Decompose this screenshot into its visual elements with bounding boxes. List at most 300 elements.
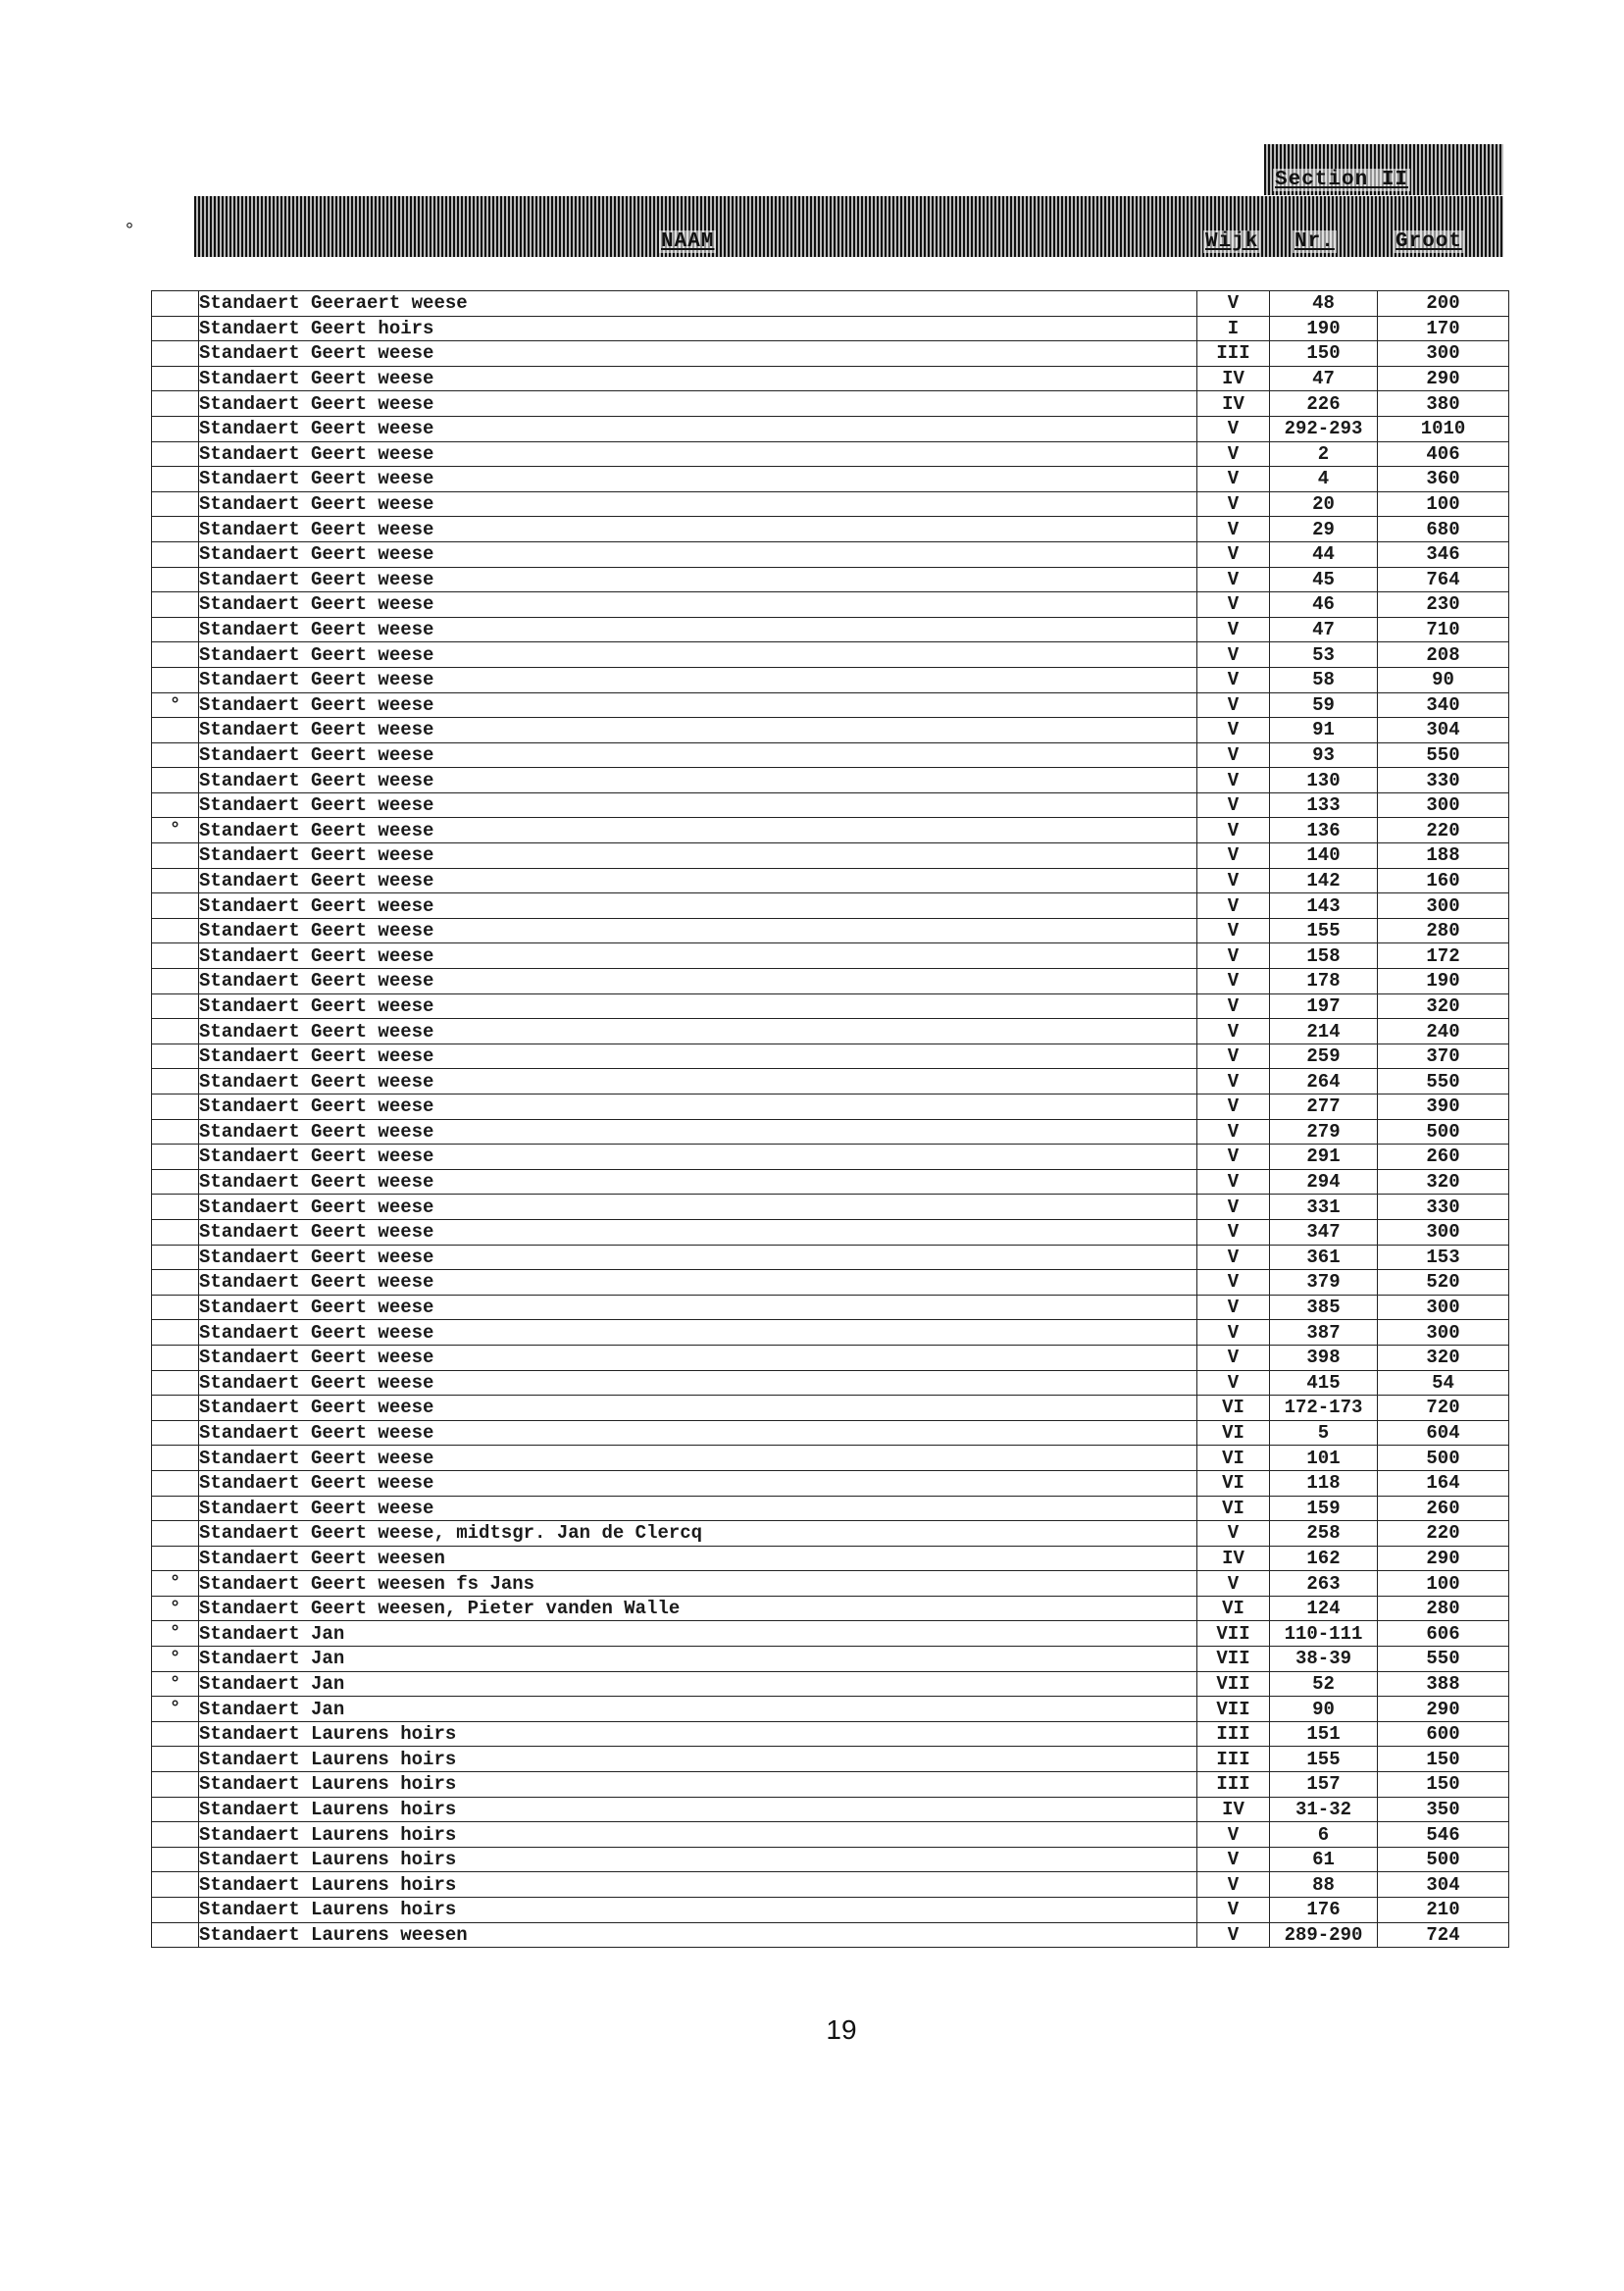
cell-wijk: V xyxy=(1197,993,1270,1019)
cell-wijk: V xyxy=(1197,1320,1270,1346)
cell-wijk: III xyxy=(1197,341,1270,367)
cell-naam: Standaert Laurens hoirs xyxy=(199,1872,1197,1898)
cell-groot: 200 xyxy=(1378,291,1509,317)
cell-mark: ° xyxy=(152,692,199,718)
cell-groot: 406 xyxy=(1378,441,1509,467)
cell-naam: Standaert Geert hoirs xyxy=(199,316,1197,341)
cell-nr: 258 xyxy=(1270,1521,1378,1547)
cell-nr: 150 xyxy=(1270,341,1378,367)
cell-groot: 280 xyxy=(1378,1596,1509,1621)
table-row xyxy=(152,1320,1509,1346)
cell-groot: 710 xyxy=(1378,617,1509,642)
table-row xyxy=(152,366,1509,391)
cell-wijk: V xyxy=(1197,768,1270,793)
cell-naam: Standaert Geert weese xyxy=(199,843,1197,869)
cell-naam: Standaert Geert weesen fs Jans xyxy=(199,1571,1197,1597)
table-row xyxy=(152,1095,1509,1120)
cell-groot: 54 xyxy=(1378,1370,1509,1396)
column-header-wijk: Wijk xyxy=(1205,230,1259,253)
cell-mark: ° xyxy=(152,1671,199,1697)
cell-nr: 29 xyxy=(1270,517,1378,542)
cell-wijk: V xyxy=(1197,1521,1270,1547)
table-row xyxy=(152,1245,1509,1270)
cell-naam: Standaert Geert weese xyxy=(199,768,1197,793)
cell-naam: Standaert Geert weese xyxy=(199,1270,1197,1296)
table-row xyxy=(152,1797,1509,1822)
cell-nr: 178 xyxy=(1270,969,1378,994)
cell-groot: 300 xyxy=(1378,1320,1509,1346)
cell-mark xyxy=(152,1396,199,1421)
cell-groot: 150 xyxy=(1378,1772,1509,1798)
table-row xyxy=(152,692,1509,718)
cell-nr: 46 xyxy=(1270,592,1378,618)
cell-nr: 347 xyxy=(1270,1219,1378,1245)
cell-groot: 220 xyxy=(1378,1521,1509,1547)
table-row xyxy=(152,1345,1509,1370)
cell-nr: 277 xyxy=(1270,1095,1378,1120)
table-row xyxy=(152,1546,1509,1571)
cell-nr: 292-293 xyxy=(1270,416,1378,441)
header-margin-mark: ° xyxy=(126,220,133,241)
cell-mark xyxy=(152,341,199,367)
cell-groot: 290 xyxy=(1378,1697,1509,1722)
cell-mark xyxy=(152,1370,199,1396)
cell-mark xyxy=(152,517,199,542)
cell-wijk: IV xyxy=(1197,1546,1270,1571)
cell-wijk: V xyxy=(1197,667,1270,692)
cell-groot: 300 xyxy=(1378,1219,1509,1245)
cell-mark xyxy=(152,1420,199,1446)
cell-wijk: V xyxy=(1197,1119,1270,1145)
cell-naam: Standaert Geert weese xyxy=(199,592,1197,618)
cell-groot: 546 xyxy=(1378,1822,1509,1848)
cell-naam: Standaert Geert weese xyxy=(199,818,1197,843)
table-row xyxy=(152,467,1509,492)
cell-naam: Standaert Geert weese xyxy=(199,1345,1197,1370)
cell-naam: Standaert Geert weese xyxy=(199,742,1197,768)
cell-nr: 31-32 xyxy=(1270,1797,1378,1822)
cell-wijk: V xyxy=(1197,918,1270,943)
cell-nr: 118 xyxy=(1270,1470,1378,1496)
cell-wijk: V xyxy=(1197,792,1270,818)
cell-wijk: III xyxy=(1197,1747,1270,1772)
cell-naam: Standaert Geert weese xyxy=(199,642,1197,668)
cell-naam: Standaert Geert weese xyxy=(199,416,1197,441)
table-row xyxy=(152,943,1509,969)
cell-wijk: V xyxy=(1197,1872,1270,1898)
cell-naam: Standaert Geert weese xyxy=(199,1195,1197,1220)
cell-wijk: V xyxy=(1197,692,1270,718)
page-number: 19 xyxy=(826,2014,857,2045)
cell-groot: 304 xyxy=(1378,718,1509,743)
table-row xyxy=(152,818,1509,843)
cell-wijk: V xyxy=(1197,517,1270,542)
cell-groot: 550 xyxy=(1378,1647,1509,1672)
cell-naam: Standaert Geert weese xyxy=(199,1219,1197,1245)
cell-nr: 294 xyxy=(1270,1169,1378,1195)
cell-nr: 90 xyxy=(1270,1697,1378,1722)
table-row xyxy=(152,1145,1509,1170)
cell-wijk: VII xyxy=(1197,1697,1270,1722)
table-row xyxy=(152,1621,1509,1647)
cell-mark xyxy=(152,391,199,417)
cell-wijk: V xyxy=(1197,742,1270,768)
cell-groot: 280 xyxy=(1378,918,1509,943)
cell-nr: 259 xyxy=(1270,1044,1378,1069)
cell-mark xyxy=(152,1747,199,1772)
cell-groot: 290 xyxy=(1378,366,1509,391)
cell-mark xyxy=(152,893,199,919)
cell-groot: 380 xyxy=(1378,391,1509,417)
cell-naam: Standaert Geert weese xyxy=(199,341,1197,367)
table-row xyxy=(152,1721,1509,1747)
cell-wijk: VII xyxy=(1197,1621,1270,1647)
cell-mark xyxy=(152,1069,199,1095)
cell-wijk: IV xyxy=(1197,391,1270,417)
table-row xyxy=(152,1069,1509,1095)
cell-groot: 346 xyxy=(1378,541,1509,567)
cell-naam: Standaert Geert weese xyxy=(199,1019,1197,1044)
cell-naam: Standaert Geert weese xyxy=(199,1446,1197,1471)
cell-wijk: V xyxy=(1197,617,1270,642)
cell-mark xyxy=(152,943,199,969)
table-row xyxy=(152,893,1509,919)
cell-wijk: III xyxy=(1197,1772,1270,1798)
cell-mark xyxy=(152,918,199,943)
cell-nr: 4 xyxy=(1270,467,1378,492)
cell-wijk: V xyxy=(1197,416,1270,441)
cell-naam: Standaert Geert weese xyxy=(199,1044,1197,1069)
cell-mark: ° xyxy=(152,1596,199,1621)
cell-wijk: V xyxy=(1197,1571,1270,1597)
cell-groot: 260 xyxy=(1378,1496,1509,1521)
cell-nr: 172-173 xyxy=(1270,1396,1378,1421)
cell-nr: 59 xyxy=(1270,692,1378,718)
cell-mark xyxy=(152,491,199,517)
cell-nr: 155 xyxy=(1270,918,1378,943)
cell-naam: Standaert Geert weesen, Pieter vanden Walle xyxy=(199,1596,1197,1621)
cell-groot: 153 xyxy=(1378,1245,1509,1270)
cell-nr: 289-290 xyxy=(1270,1922,1378,1948)
cell-nr: 140 xyxy=(1270,843,1378,869)
cell-wijk: I xyxy=(1197,316,1270,341)
cell-nr: 197 xyxy=(1270,993,1378,1019)
table-row xyxy=(152,1270,1509,1296)
table-row xyxy=(152,1521,1509,1547)
cell-naam: Standaert Laurens hoirs xyxy=(199,1747,1197,1772)
cell-nr: 331 xyxy=(1270,1195,1378,1220)
cell-naam: Standaert Geeraert weese xyxy=(199,291,1197,317)
cell-wijk: V xyxy=(1197,1370,1270,1396)
cell-wijk: V xyxy=(1197,1195,1270,1220)
table-row xyxy=(152,742,1509,768)
table-row xyxy=(152,667,1509,692)
cell-naam: Standaert Geert weese xyxy=(199,1420,1197,1446)
cell-wijk: VI xyxy=(1197,1596,1270,1621)
cell-groot: 260 xyxy=(1378,1145,1509,1170)
table-row xyxy=(152,1822,1509,1848)
cell-mark xyxy=(152,768,199,793)
cell-naam: Standaert Geert weese xyxy=(199,893,1197,919)
cell-wijk: V xyxy=(1197,943,1270,969)
cell-wijk: V xyxy=(1197,1270,1270,1296)
cell-groot: 350 xyxy=(1378,1797,1509,1822)
cell-wijk: VI xyxy=(1197,1446,1270,1471)
cell-mark xyxy=(152,441,199,467)
table-row xyxy=(152,843,1509,869)
cell-mark xyxy=(152,467,199,492)
cell-mark xyxy=(152,1095,199,1120)
cell-naam: Standaert Geert weese xyxy=(199,1370,1197,1396)
cell-groot: 370 xyxy=(1378,1044,1509,1069)
table-row xyxy=(152,1420,1509,1446)
cell-naam: Standaert Laurens hoirs xyxy=(199,1898,1197,1923)
cell-naam: Standaert Geert weese xyxy=(199,868,1197,893)
cell-groot: 390 xyxy=(1378,1095,1509,1120)
table-row xyxy=(152,1219,1509,1245)
cell-groot: 300 xyxy=(1378,341,1509,367)
table-row xyxy=(152,1847,1509,1872)
cell-nr: 93 xyxy=(1270,742,1378,768)
cell-groot: 500 xyxy=(1378,1847,1509,1872)
cell-mark xyxy=(152,1195,199,1220)
cell-naam: Standaert Geert weese xyxy=(199,1470,1197,1496)
cell-groot: 90 xyxy=(1378,667,1509,692)
cell-mark xyxy=(152,1922,199,1948)
cell-mark xyxy=(152,541,199,567)
cell-groot: 360 xyxy=(1378,467,1509,492)
cell-nr: 226 xyxy=(1270,391,1378,417)
table-row xyxy=(152,1671,1509,1697)
cell-mark xyxy=(152,667,199,692)
cell-nr: 136 xyxy=(1270,818,1378,843)
cell-nr: 47 xyxy=(1270,617,1378,642)
table-row xyxy=(152,441,1509,467)
cell-naam: Standaert Geert weese xyxy=(199,1169,1197,1195)
cell-nr: 88 xyxy=(1270,1872,1378,1898)
table-row xyxy=(152,1295,1509,1320)
cell-naam: Standaert Jan xyxy=(199,1697,1197,1722)
cell-mark xyxy=(152,843,199,869)
cell-mark xyxy=(152,1822,199,1848)
cell-naam: Standaert Geert weese xyxy=(199,1119,1197,1145)
cell-nr: 5 xyxy=(1270,1420,1378,1446)
cell-mark xyxy=(152,592,199,618)
cell-naam: Standaert Jan xyxy=(199,1647,1197,1672)
cell-mark xyxy=(152,1470,199,1496)
cell-naam: Standaert Jan xyxy=(199,1671,1197,1697)
cell-groot: 340 xyxy=(1378,692,1509,718)
cell-mark xyxy=(152,1295,199,1320)
cell-wijk: V xyxy=(1197,1847,1270,1872)
cell-naam: Standaert Geert weese xyxy=(199,617,1197,642)
cell-naam: Standaert Laurens hoirs xyxy=(199,1772,1197,1798)
cell-naam: Standaert Laurens hoirs xyxy=(199,1822,1197,1848)
cell-naam: Standaert Laurens hoirs xyxy=(199,1721,1197,1747)
cell-wijk: V xyxy=(1197,1019,1270,1044)
cell-wijk: V xyxy=(1197,1095,1270,1120)
cell-mark xyxy=(152,416,199,441)
cell-groot: 164 xyxy=(1378,1470,1509,1496)
cell-wijk: V xyxy=(1197,1922,1270,1948)
table-row xyxy=(152,567,1509,592)
cell-mark: ° xyxy=(152,1697,199,1722)
cell-nr: 130 xyxy=(1270,768,1378,793)
cell-wijk: V xyxy=(1197,1245,1270,1270)
table-row xyxy=(152,1596,1509,1621)
cell-groot: 520 xyxy=(1378,1270,1509,1296)
cell-nr: 264 xyxy=(1270,1069,1378,1095)
cell-mark xyxy=(152,718,199,743)
table-row xyxy=(152,1169,1509,1195)
cell-mark: ° xyxy=(152,1571,199,1597)
cell-wijk: V xyxy=(1197,718,1270,743)
cell-nr: 176 xyxy=(1270,1898,1378,1923)
table-row xyxy=(152,1396,1509,1421)
cell-naam: Standaert Geert weese xyxy=(199,517,1197,542)
cell-groot: 320 xyxy=(1378,993,1509,1019)
cell-mark xyxy=(152,993,199,1019)
cell-mark: ° xyxy=(152,1621,199,1647)
cell-naam: Standaert Geert weesen xyxy=(199,1546,1197,1571)
cell-mark xyxy=(152,1496,199,1521)
cell-wijk: V xyxy=(1197,541,1270,567)
cell-naam: Standaert Geert weese xyxy=(199,567,1197,592)
cell-nr: 110-111 xyxy=(1270,1621,1378,1647)
cell-groot: 150 xyxy=(1378,1747,1509,1772)
cell-nr: 162 xyxy=(1270,1546,1378,1571)
cell-naam: Standaert Geert weese xyxy=(199,1245,1197,1270)
cell-mark xyxy=(152,1044,199,1069)
cell-mark xyxy=(152,742,199,768)
cell-groot: 604 xyxy=(1378,1420,1509,1446)
cell-nr: 2 xyxy=(1270,441,1378,467)
cell-groot: 170 xyxy=(1378,316,1509,341)
cell-nr: 158 xyxy=(1270,943,1378,969)
cell-nr: 142 xyxy=(1270,868,1378,893)
cell-wijk: V xyxy=(1197,1219,1270,1245)
cell-wijk: V xyxy=(1197,818,1270,843)
cell-wijk: V xyxy=(1197,1345,1270,1370)
cell-wijk: VII xyxy=(1197,1671,1270,1697)
cell-groot: 160 xyxy=(1378,868,1509,893)
cell-nr: 6 xyxy=(1270,1822,1378,1848)
cell-naam: Standaert Geert weese xyxy=(199,918,1197,943)
cell-wijk: V xyxy=(1197,1295,1270,1320)
cell-wijk: VI xyxy=(1197,1496,1270,1521)
cell-naam: Standaert Geert weese xyxy=(199,1145,1197,1170)
table-row xyxy=(152,1922,1509,1948)
table-row xyxy=(152,1772,1509,1798)
cell-groot: 100 xyxy=(1378,491,1509,517)
cell-naam: Standaert Geert weese xyxy=(199,366,1197,391)
register-table xyxy=(151,290,1509,1948)
cell-nr: 190 xyxy=(1270,316,1378,341)
table-row xyxy=(152,617,1509,642)
cell-nr: 133 xyxy=(1270,792,1378,818)
cell-naam: Standaert Geert weese xyxy=(199,969,1197,994)
table-row xyxy=(152,391,1509,417)
cell-naam: Standaert Geert weese, midtsgr. Jan de Clercq xyxy=(199,1521,1197,1547)
cell-groot: 300 xyxy=(1378,792,1509,818)
cell-groot: 320 xyxy=(1378,1345,1509,1370)
cell-mark xyxy=(152,1546,199,1571)
column-header-naam: NAAM xyxy=(661,230,715,253)
cell-nr: 53 xyxy=(1270,642,1378,668)
cell-mark xyxy=(152,1898,199,1923)
cell-wijk: V xyxy=(1197,1145,1270,1170)
cell-wijk: V xyxy=(1197,567,1270,592)
cell-wijk: V xyxy=(1197,592,1270,618)
cell-nr: 263 xyxy=(1270,1571,1378,1597)
cell-mark xyxy=(152,617,199,642)
cell-mark xyxy=(152,1521,199,1547)
cell-wijk: V xyxy=(1197,291,1270,317)
cell-mark xyxy=(152,1270,199,1296)
table-row xyxy=(152,868,1509,893)
cell-nr: 44 xyxy=(1270,541,1378,567)
table-row xyxy=(152,592,1509,618)
cell-nr: 155 xyxy=(1270,1747,1378,1772)
cell-groot: 100 xyxy=(1378,1571,1509,1597)
cell-groot: 240 xyxy=(1378,1019,1509,1044)
column-header-nr: Nr. xyxy=(1294,230,1335,253)
cell-nr: 45 xyxy=(1270,567,1378,592)
cell-wijk: V xyxy=(1197,467,1270,492)
cell-mark xyxy=(152,1019,199,1044)
cell-groot: 724 xyxy=(1378,1922,1509,1948)
cell-mark xyxy=(152,1847,199,1872)
cell-groot: 680 xyxy=(1378,517,1509,542)
cell-groot: 500 xyxy=(1378,1446,1509,1471)
table-row xyxy=(152,491,1509,517)
cell-mark xyxy=(152,366,199,391)
cell-wijk: III xyxy=(1197,1721,1270,1747)
cell-nr: 385 xyxy=(1270,1295,1378,1320)
table-row xyxy=(152,1195,1509,1220)
table-row xyxy=(152,416,1509,441)
page-number-container xyxy=(0,2014,1624,2046)
table-row xyxy=(152,1697,1509,1722)
cell-nr: 157 xyxy=(1270,1772,1378,1798)
table-row xyxy=(152,1119,1509,1145)
cell-naam: Standaert Geert weese xyxy=(199,1069,1197,1095)
cell-groot: 330 xyxy=(1378,1195,1509,1220)
cell-mark xyxy=(152,291,199,317)
cell-wijk: IV xyxy=(1197,1797,1270,1822)
cell-naam: Standaert Geert weese xyxy=(199,718,1197,743)
cell-naam: Standaert Geert weese xyxy=(199,467,1197,492)
cell-nr: 291 xyxy=(1270,1145,1378,1170)
cell-naam: Standaert Geert weese xyxy=(199,1095,1197,1120)
cell-naam: Standaert Geert weese xyxy=(199,993,1197,1019)
cell-nr: 58 xyxy=(1270,667,1378,692)
cell-nr: 151 xyxy=(1270,1721,1378,1747)
cell-naam: Standaert Geert weese xyxy=(199,692,1197,718)
cell-naam: Standaert Geert weese xyxy=(199,667,1197,692)
cell-nr: 361 xyxy=(1270,1245,1378,1270)
table-row xyxy=(152,1747,1509,1772)
cell-wijk: V xyxy=(1197,642,1270,668)
cell-wijk: V xyxy=(1197,1069,1270,1095)
cell-wijk: V xyxy=(1197,969,1270,994)
table-row xyxy=(152,993,1509,1019)
cell-nr: 124 xyxy=(1270,1596,1378,1621)
cell-nr: 214 xyxy=(1270,1019,1378,1044)
cell-naam: Standaert Geert weese xyxy=(199,391,1197,417)
cell-groot: 188 xyxy=(1378,843,1509,869)
cell-nr: 61 xyxy=(1270,1847,1378,1872)
